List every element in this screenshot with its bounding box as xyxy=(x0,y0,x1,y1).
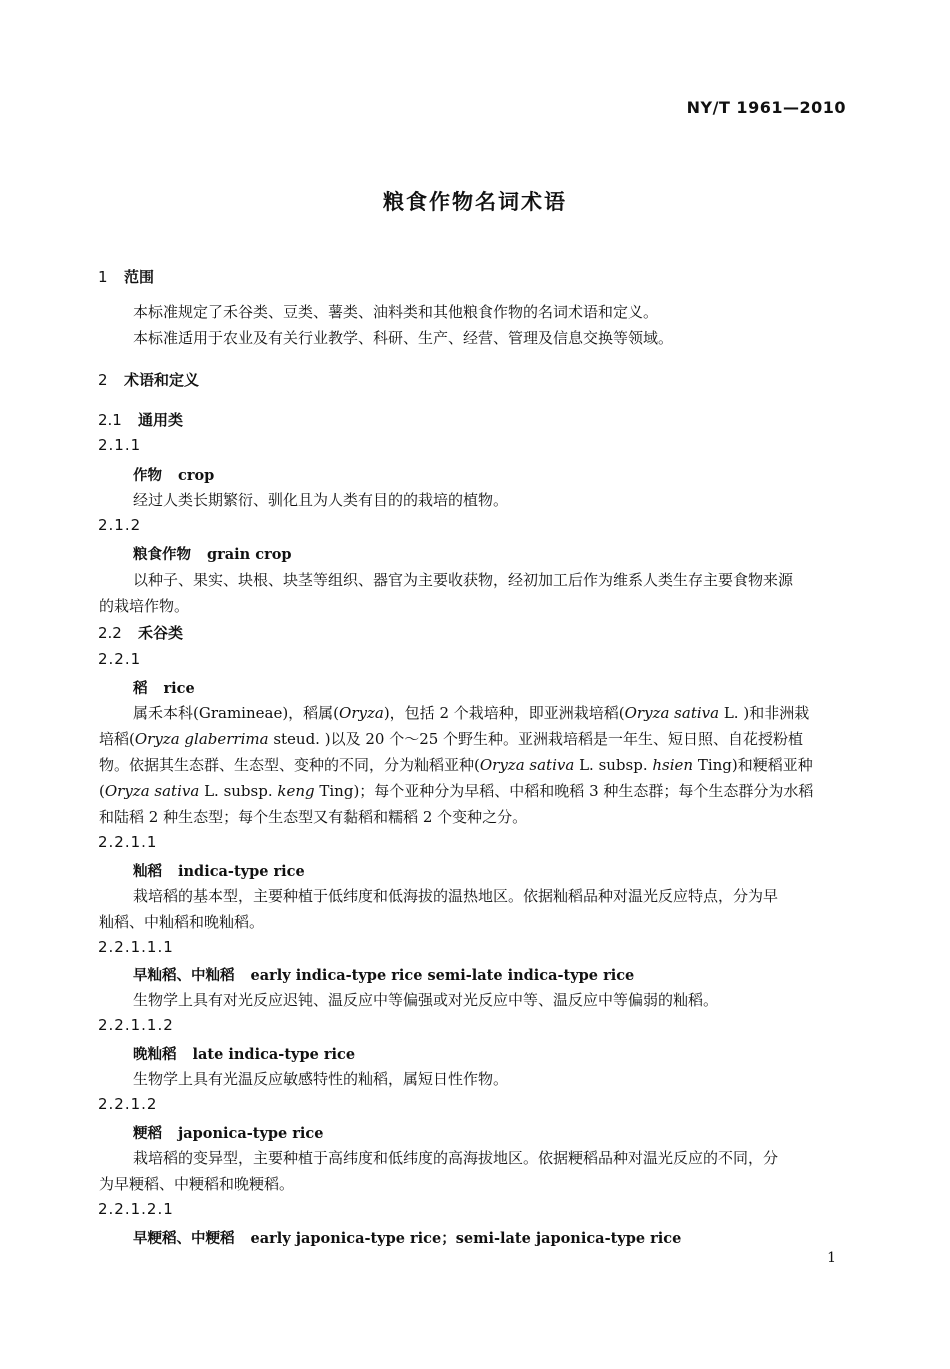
term-en: japonica-type rice xyxy=(178,1125,324,1142)
section-number: 2.1 xyxy=(98,411,122,429)
term-en: late indica-type rice xyxy=(192,1046,356,1063)
term-heading xyxy=(133,464,214,485)
term-number: 2.2.1.1.2 xyxy=(98,1016,174,1034)
document-title: 粮食作物名词术语 xyxy=(383,190,567,214)
term-number: 2.1.1 xyxy=(98,436,142,454)
term-number: 2.2.1.2 xyxy=(98,1095,158,1113)
term-definition-line: 籼稻、中籼稻和晚籼稻。 xyxy=(99,913,265,931)
term-heading xyxy=(133,677,195,698)
term-number: 2.2.1.1 xyxy=(98,833,158,851)
term-en: grain crop xyxy=(207,546,292,563)
term-definition-line: 以种子、果实、块根、块茎等组织、器官为主要收获物，经初加工后作为维系人类生存主要食物来源 xyxy=(133,571,794,589)
section-2-1-heading xyxy=(98,409,183,430)
term-en: early japonica-type rice；semi-late japonica-type rice xyxy=(250,1230,682,1247)
section-label: 通用类 xyxy=(138,411,184,429)
term-zh: 晚籼稻 xyxy=(133,1046,177,1063)
section-number: 1 xyxy=(98,268,108,286)
term-en: crop xyxy=(178,467,215,484)
term-definition: 生物学上具有对光反应迟钝、温反应中等偏强或对光反应中等、温反应中等偏弱的籼稻。 xyxy=(133,991,719,1009)
term-number: 2.2.1 xyxy=(98,650,142,668)
term-definition-line: 物。依据其生态群、生态型、变种的不同，分为籼稻亚种(Oryza sativa L. subsp. hsien Ting)和粳稻亚种 xyxy=(99,756,813,774)
term-heading xyxy=(133,1043,355,1064)
standard-number: NY/T 1961—2010 xyxy=(686,98,846,117)
term-heading xyxy=(133,860,305,881)
term-definition-line: 为早粳稻、中粳稻和晚粳稻。 xyxy=(99,1175,295,1193)
term-zh: 粮食作物 xyxy=(133,546,191,563)
term-zh: 粳稻 xyxy=(133,1125,162,1142)
term-number: 2.1.2 xyxy=(98,516,142,534)
section-number: 2.2 xyxy=(98,624,122,642)
section-1-heading xyxy=(98,266,154,287)
term-definition: 经过人类长期繁衍、驯化且为人类有目的的栽培的植物。 xyxy=(133,491,509,509)
section-label: 范围 xyxy=(124,268,155,286)
term-zh: 早粳稻、中粳稻 xyxy=(133,1230,235,1247)
term-number: 2.2.1.2.1 xyxy=(98,1200,174,1218)
term-definition-line: 栽培稻的基本型，主要种植于低纬度和低海拔的温热地区。依据籼稻品种对温光反应特点，分为早 xyxy=(133,887,779,905)
term-heading xyxy=(133,1122,323,1143)
page-number: 1 xyxy=(827,1250,836,1266)
term-en: early indica-type rice semi-late indica-type rice xyxy=(250,967,635,984)
term-en: indica-type rice xyxy=(178,863,305,880)
scope-para-1: 本标准规定了禾谷类、豆类、薯类、油料类和其他粮食作物的名词术语和定义。 xyxy=(133,303,659,321)
term-definition-line: 属禾本科(Gramineae)，稻属(Oryza)，包括 2 个栽培种，即亚洲栽培稻(Oryza sativa L. )和非洲栽 xyxy=(133,704,810,722)
term-definition-line: 培稻(Oryza glaberrima steud. )以及 20 个～25 个野生种。亚洲栽培稻是一年生、短日照、自花授粉植 xyxy=(99,730,804,748)
term-definition-line: (Oryza sativa L. subsp. keng Ting)；每个亚种分为早稻、中稻和晚稻 3 种生态群；每个生态群分为水稻 xyxy=(99,782,814,800)
section-number: 2 xyxy=(98,371,108,389)
term-definition-line: 和陆稻 2 种生态型；每个生态型又有黏稻和糯稻 2 个变种之分。 xyxy=(99,808,528,826)
term-en: rice xyxy=(163,680,195,697)
term-zh: 早籼稻、中籼稻 xyxy=(133,967,235,984)
term-heading xyxy=(133,543,292,564)
section-label: 术语和定义 xyxy=(124,371,200,389)
term-number: 2.2.1.1.1 xyxy=(98,938,174,956)
term-definition-line: 栽培稻的变异型，主要种植于高纬度和低纬度的高海拔地区。依据粳稻品种对温光反应的不同，分 xyxy=(133,1149,779,1167)
term-definition: 生物学上具有光温反应敏感特性的籼稻，属短日性作物。 xyxy=(133,1070,509,1088)
scope-para-2: 本标准适用于农业及有关行业教学、科研、生产、经营、管理及信息交换等领域。 xyxy=(133,329,674,347)
term-zh: 稻 xyxy=(133,680,148,697)
section-label: 禾谷类 xyxy=(138,624,184,642)
term-definition-line: 的栽培作物。 xyxy=(99,597,190,615)
term-heading xyxy=(133,1227,681,1248)
section-2-2-heading xyxy=(98,622,183,643)
term-heading xyxy=(133,964,634,985)
term-zh: 作物 xyxy=(133,467,162,484)
term-zh: 籼稻 xyxy=(133,863,162,880)
section-2-heading xyxy=(98,369,199,390)
